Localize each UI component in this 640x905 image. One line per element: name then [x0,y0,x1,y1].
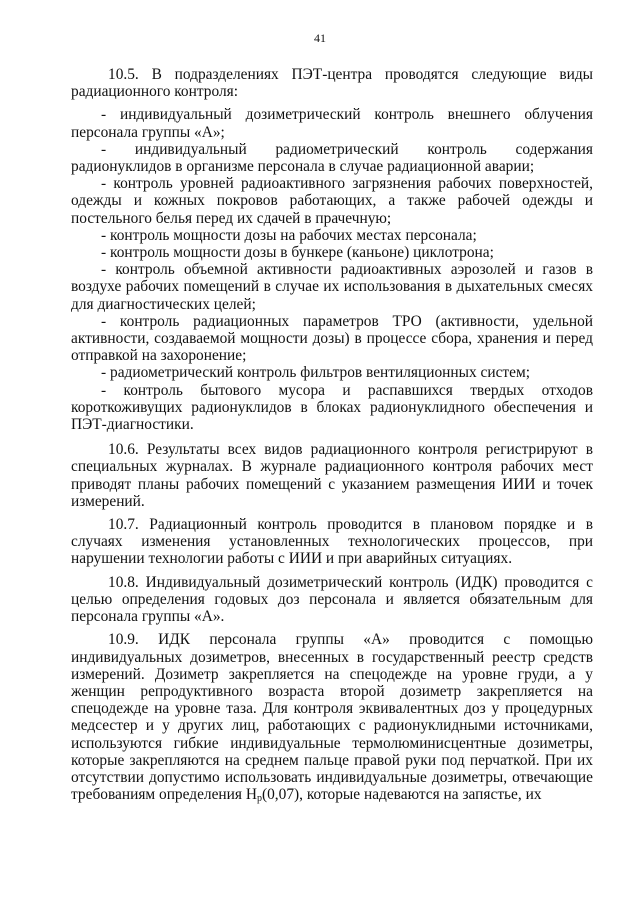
list-item [71,106,593,140]
list-item-text: контроль мощности дозы в бункере (каньоне) циклотрона; [110,244,494,262]
list-dash: - [101,175,107,193]
list-dash: - [101,381,107,399]
list-dash: - [101,244,107,262]
list-item [71,261,593,313]
list-item-text: контроль уровней радиоактивного загрязнения рабочих поверхностей, одежды и кожных покровов работающих, а также рабочей одежды и постельного белья перед их сдачей в прачечную; [71,175,593,227]
section-10-9 [71,631,593,803]
list-item-text: индивидуальный дозиметрический контроль внешнего облучения персонала группы «А»; [71,106,593,141]
list-item-text: контроль мощности дозы на рабочих местах персонала; [110,226,477,244]
section-10-5-intro: 10.5. В подразделениях ПЭТ-центра проводятся следующие виды радиационного контроля: [71,66,593,101]
list-item [71,244,593,261]
list-dash: - [101,364,107,382]
list-item [71,175,593,227]
list-item-text: индивидуальный радиометрический контроль содержания радионуклидов в организме персонала в случае радиационной аварии; [71,140,593,176]
section-10-9-text-end: (0,07), которые надеваются на запястье, их [261,786,542,804]
list-item [71,141,593,175]
list-item-text: контроль объемной активности радиоактивных аэрозолей и газов в воздухе рабочих помещений в случае их использования в дыхательных смесях для диагностических целей; [71,261,593,313]
list-item [71,364,593,381]
list-item-text: контроль радиационных параметров ТРО (активности, удельной активности, создаваемой мощности дозы) в процессе сбора, хранения и перед отправкой на захоронение; [71,312,593,365]
radiation-control-list [71,106,593,433]
section-10-7: 10.7. Радиационный контроль проводится в плановом порядке и в случаях изменения установленных технологических процессов, при нарушении технологии работы с ИИИ и при аварийных ситуациях. [71,516,593,568]
section-10-9-text: 10.9. ИДК персонала группы «А» проводится с помощью индивидуальных дозиметров, внесенных в государственный реестр средств измерений. Дозиметр закрепляется на спецодежде на уровне груди, а у женщин репродуктивного возраста второй дозиметр закрепляется на спецодежде на уровне таза. Для контроля эквивалентных доз у процедурных медсестер и у других лиц, работающих с радионуклидными источниками, используются гибкие индивидуальные термолюминисцентные дозиметры, которые закрепляются на среднем пальце правой руки под перчаткой. При их отсутствии допустимо использовать индивидуальные дозиметры, отвечающие требованиям определения H [71,631,593,804]
list-dash: - [101,140,107,158]
dose-subscript: p [256,793,262,805]
list-item [71,227,593,244]
section-10-6: 10.6. Результаты всех видов радиационного контроля регистрируют в специальных журналах. В журнале радиационного контроля рабочих мест приводят планы рабочих помещений с указанием размещения ИИИ и точек измерений. [71,441,593,510]
list-item [71,313,593,365]
list-item [71,382,593,434]
section-10-8: 10.8. Индивидуальный дозиметрический контроль (ИДК) проводится с целью определения годовых доз персонала и является обязательным для персонала группы «А». [71,573,593,626]
list-dash: - [101,106,107,124]
list-item-text: радиометрический контроль фильтров вентиляционных систем; [110,364,530,382]
page-number: 41 [314,31,326,45]
document-body [71,66,593,809]
list-dash: - [101,312,107,330]
list-item-text: контроль бытового мусора и распавшихся твердых отходов короткоживущих радионуклидов в блоках радионуклидного обеспечения и ПЭТ-диагностики. [71,381,594,434]
list-dash: - [101,261,107,279]
list-dash: - [101,226,107,244]
